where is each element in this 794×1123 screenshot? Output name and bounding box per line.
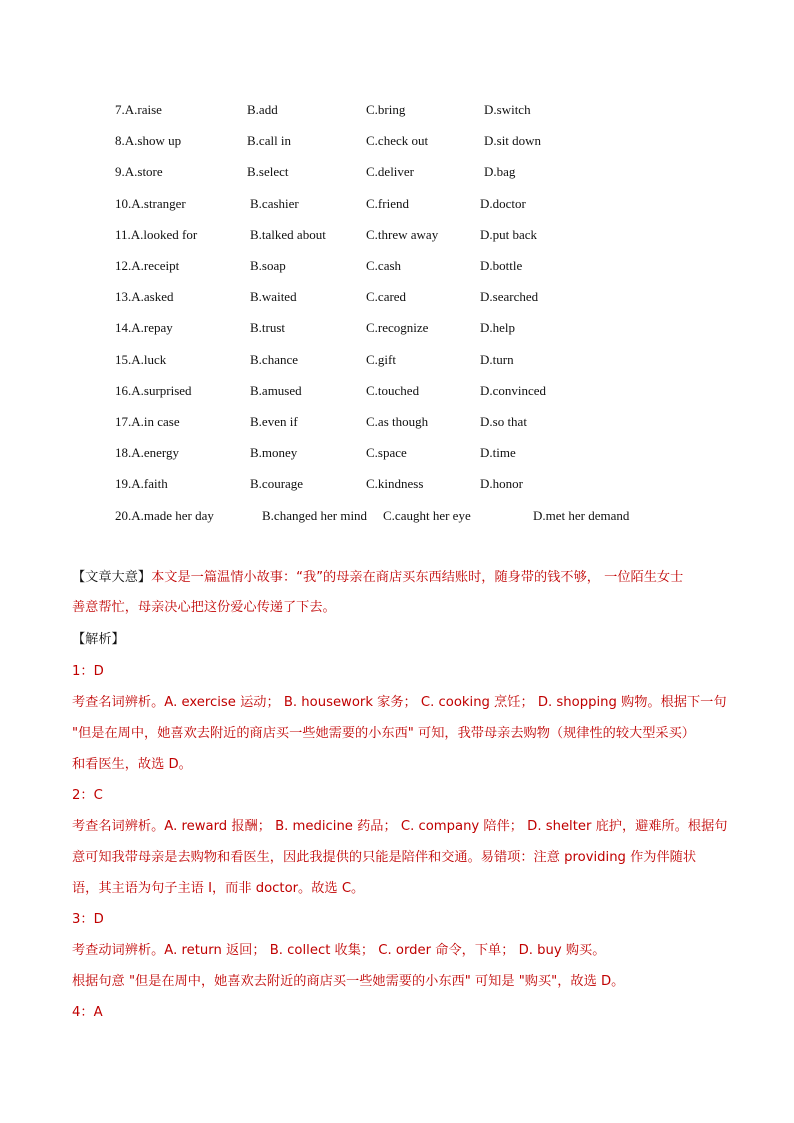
option-c: C.friend: [366, 195, 409, 211]
option-a: 9.A.store: [115, 164, 163, 180]
answer-key: 4：A: [72, 1005, 103, 1020]
question-row: [0, 381, 794, 401]
answer-key: 1：D: [72, 664, 104, 679]
option-b: B.trust: [250, 320, 286, 336]
option-d: D.met her demand: [533, 507, 630, 523]
option-b: B.talked about: [250, 226, 326, 242]
question-row: [0, 506, 794, 526]
option-c: C.threw away: [366, 226, 439, 242]
option-a: 11.A.looked for: [115, 226, 198, 242]
question-row: [0, 131, 794, 151]
option-d: D.bottle: [480, 258, 523, 273]
answer-explanation-line: "但是在周中，她喜欢去附近的商店买一些她需要的小东西" 可知，我带母亲去购物（规律性的较大型采买）: [72, 726, 695, 741]
question-row: [0, 162, 794, 182]
answer-key: 3：D: [72, 912, 104, 927]
question-row: [0, 474, 794, 494]
question-row: [0, 350, 794, 370]
option-a: 16.A.surprised: [115, 382, 192, 398]
option-d: D.help: [480, 320, 516, 336]
option-b: B.soap: [250, 258, 286, 273]
option-d: D.bag: [484, 164, 516, 180]
question-row: [0, 100, 794, 120]
analysis-label: 【解析】: [72, 632, 125, 647]
option-d: D.convinced: [480, 382, 547, 398]
option-c: C.deliver: [366, 164, 415, 180]
option-b: B.waited: [250, 289, 297, 305]
option-a: 7.A.raise: [115, 102, 162, 117]
summary-label: 【文章大意】: [72, 570, 152, 585]
option-d: D.honor: [480, 476, 523, 492]
option-b: B.select: [247, 164, 289, 180]
option-d: D.searched: [480, 289, 539, 305]
option-d: D.so that: [480, 414, 527, 429]
option-b: B.add: [247, 102, 278, 117]
option-a: 18.A.energy: [115, 445, 180, 461]
option-a: 20.A.made her day: [115, 507, 214, 523]
option-b: B.changed her mind: [262, 507, 368, 523]
option-b: B.money: [250, 445, 298, 461]
option-d: D.sit down: [484, 133, 542, 149]
option-b: B.courage: [250, 476, 304, 492]
option-b: B.cashier: [250, 195, 299, 211]
option-c: C.gift: [366, 351, 396, 367]
option-a: 10.A.stranger: [115, 195, 186, 211]
option-d: D.doctor: [480, 195, 526, 211]
option-c: C.as though: [366, 414, 429, 429]
option-a: 19.A.faith: [115, 476, 168, 492]
option-c: C.recognize: [366, 320, 429, 336]
answer-explanation-line: 考查动词辨析。A. return 返回； B. collect 收集； C. order 命令，下单； D. buy 购买。: [72, 943, 606, 958]
option-c: C.kindness: [366, 476, 424, 492]
summary-line-2: 善意帮忙，母亲决心把这份爱心传递了下去。: [72, 600, 336, 615]
answer-explanation-line: 考查名词辨析。A. exercise 运动； B. housework 家务； C. cooking 烹饪； D. shopping 购物。根据下一句: [72, 695, 727, 710]
option-a: 17.A.in case: [115, 414, 180, 429]
option-a: 8.A.show up: [115, 133, 182, 149]
option-a: 14.A.repay: [115, 320, 173, 336]
option-c: C.bring: [366, 102, 406, 117]
question-row: [0, 318, 794, 338]
option-c: C.cash: [366, 258, 402, 273]
option-c: C.space: [366, 445, 407, 461]
question-row: [0, 194, 794, 214]
option-c: C.cared: [366, 289, 407, 305]
answer-explanation-line: 意可知我带母亲是去购物和看医生，因此我提供的只能是陪伴和交通。易错项：注意 providing 作为伴随状: [72, 850, 697, 865]
option-b: B.call in: [247, 133, 292, 149]
option-d: D.switch: [484, 102, 531, 117]
answer-explanation-line: 根据句意 "但是在周中，她喜欢去附近的商店买一些她需要的小东西" 可知是 "购买"，故选 D。: [72, 974, 625, 989]
question-row: [0, 443, 794, 463]
option-a: 13.A.asked: [115, 289, 174, 305]
question-row: [0, 256, 794, 276]
option-d: D.turn: [480, 351, 514, 367]
summary-line-1: [72, 568, 683, 588]
option-d: D.put back: [480, 226, 538, 242]
option-b: B.even if: [250, 414, 298, 429]
option-c: C.touched: [366, 382, 420, 398]
question-row: [0, 225, 794, 245]
answer-explanation-line: 语，其主语为句子主语 I，而非 doctor。故选 C。: [72, 881, 365, 896]
option-d: D.time: [480, 445, 516, 461]
option-c: C.caught her eye: [383, 507, 471, 523]
answer-key: 2：C: [72, 788, 103, 803]
option-a: 12.A.receipt: [115, 258, 180, 273]
answer-explanation-line: 和看医生，故选 D。: [72, 757, 192, 772]
summary-text-1: 本文是一篇温情小故事：“我”的母亲在商店买东西结账时，随身带的钱不够， 一位陌生女士: [151, 570, 684, 585]
option-b: B.amused: [250, 382, 302, 398]
question-row: [0, 412, 794, 432]
option-a: 15.A.luck: [115, 351, 167, 367]
question-row: [0, 287, 794, 307]
option-c: C.check out: [366, 133, 429, 149]
answer-explanation-line: 考查名词辨析。A. reward 报酬； B. medicine 药品； C. company 陪伴； D. shelter 庇护，避难所。根据句: [72, 819, 728, 834]
option-b: B.chance: [250, 351, 299, 367]
